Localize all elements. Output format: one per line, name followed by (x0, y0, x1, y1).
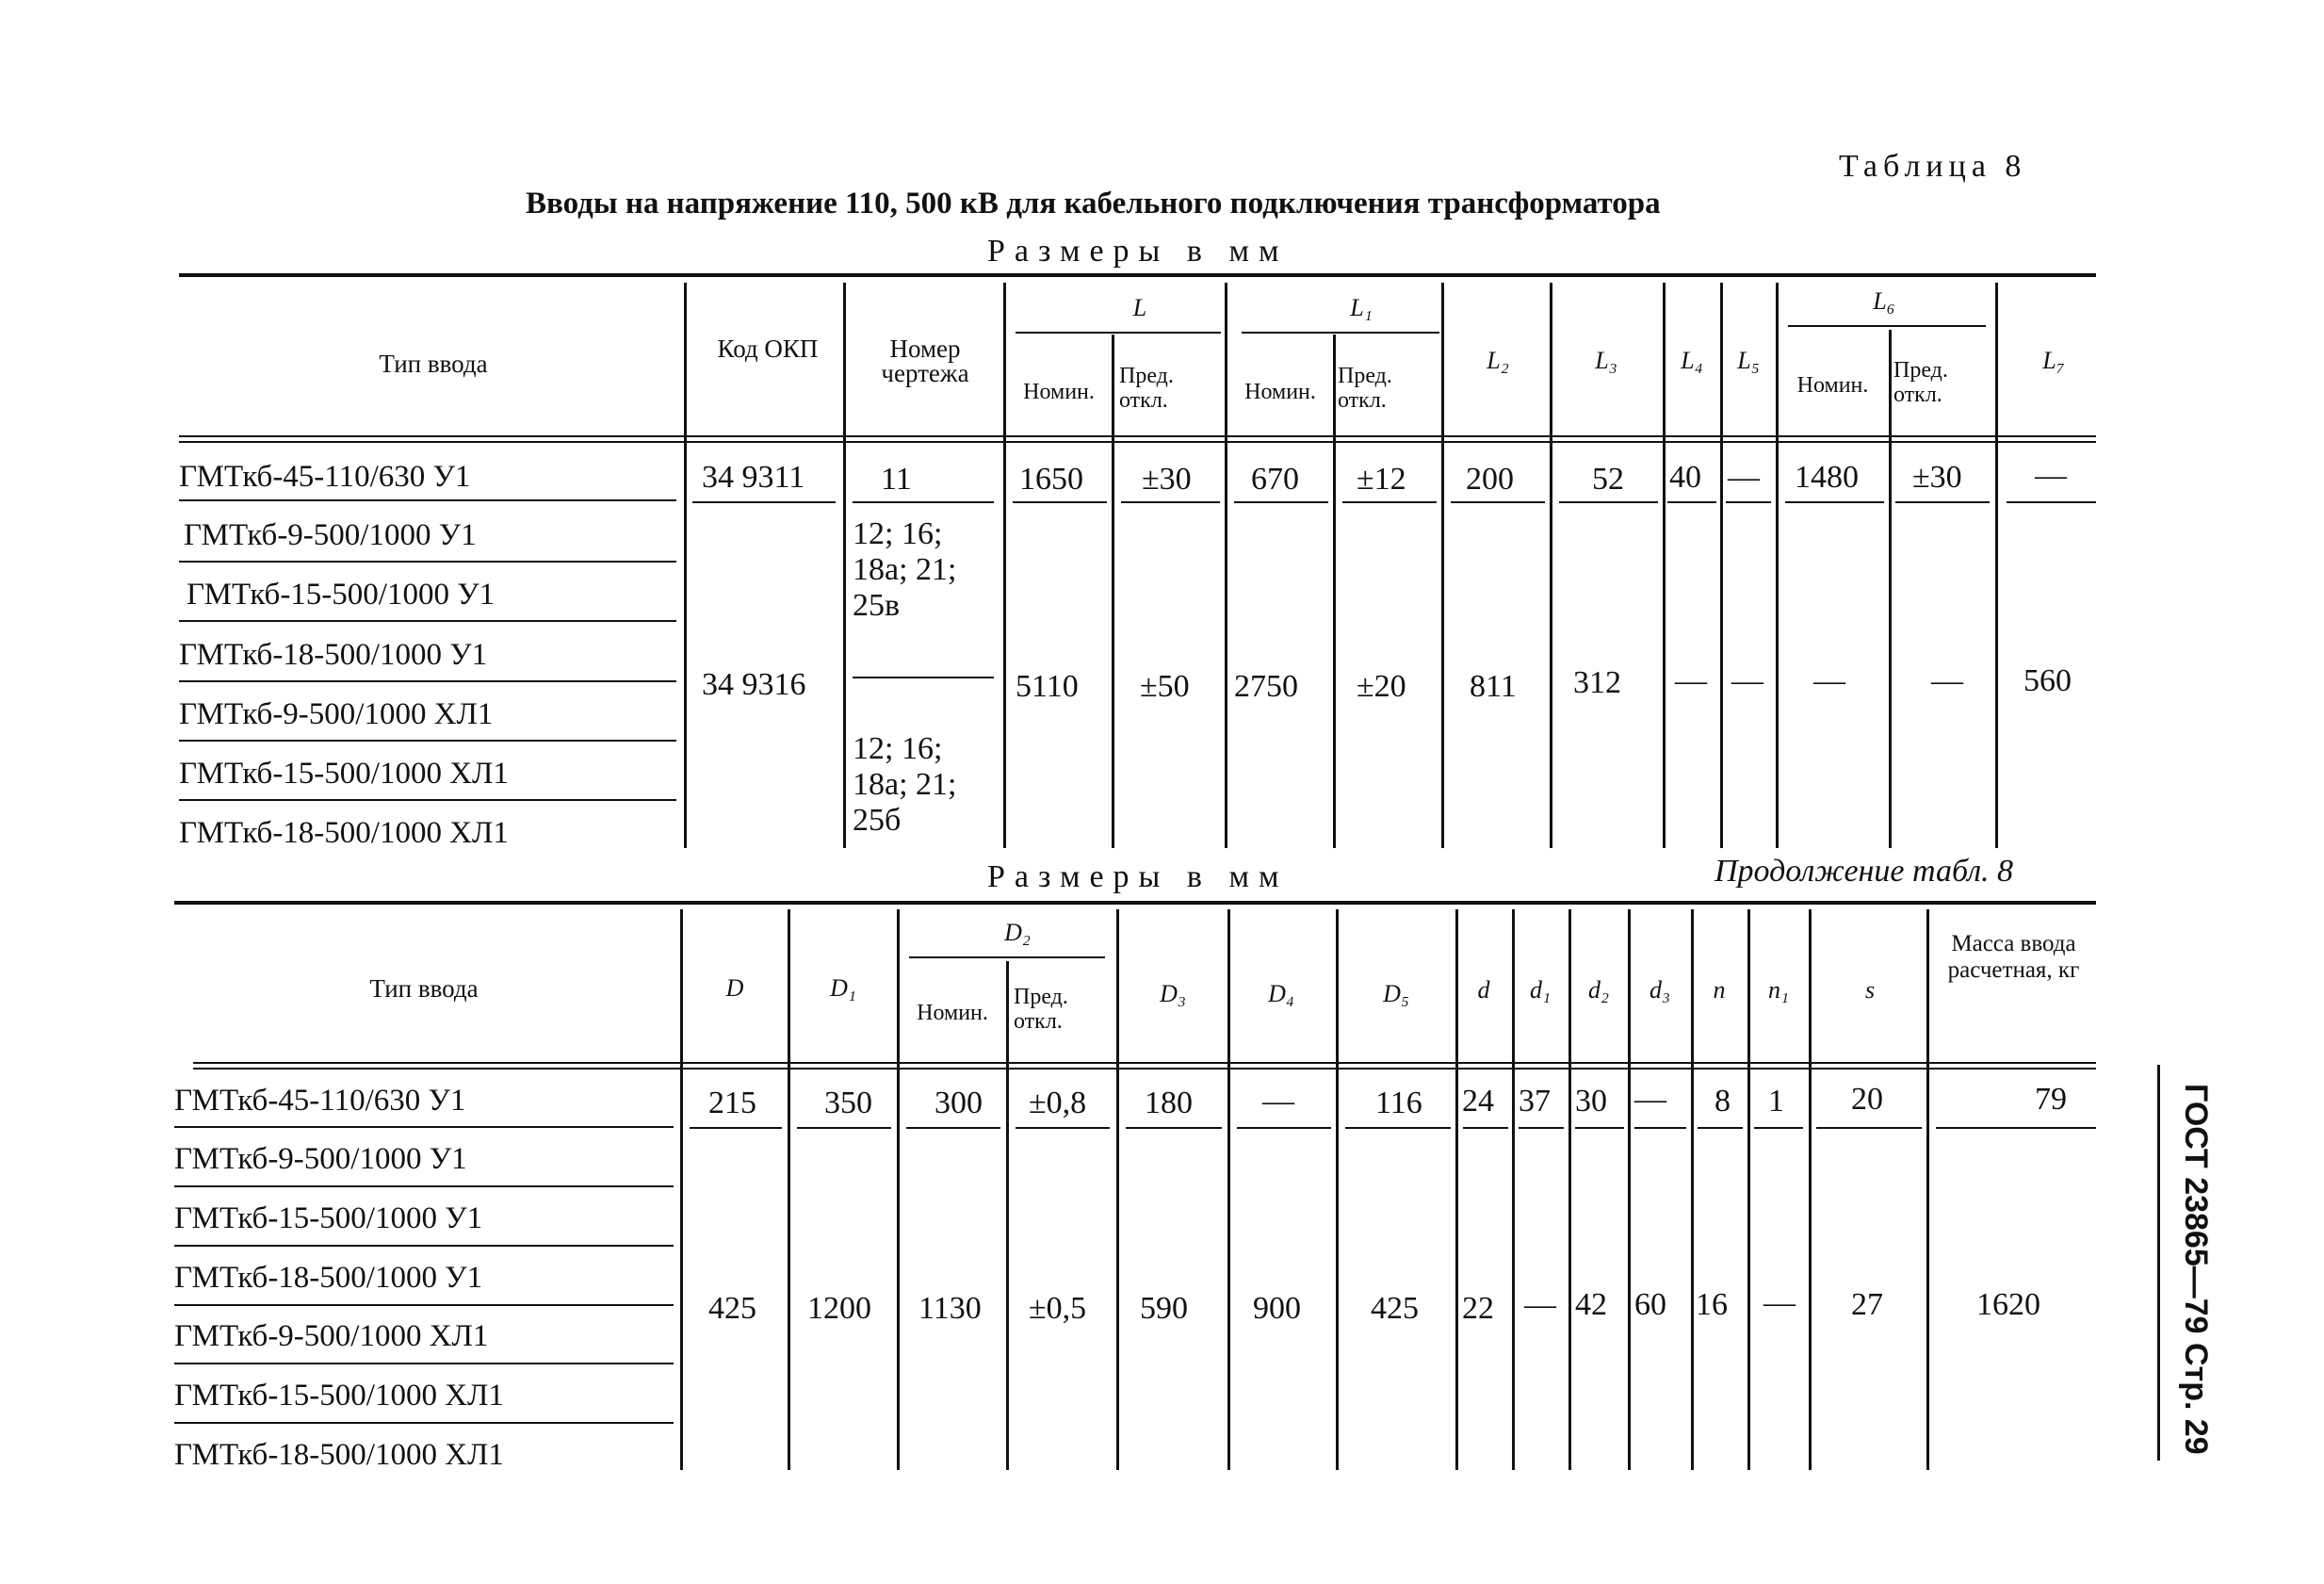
header-L6-nom: Номин. (1796, 373, 1869, 398)
t1-name-row-4: ГМТкб-18-500/1000 У1 (179, 638, 488, 672)
t2-group-D4: 900 (1253, 1291, 1301, 1326)
header-L: L (1132, 294, 1147, 321)
t1-name-row-2: ГМТкб-9-500/1000 У1 (184, 518, 477, 552)
t1-r1-L1-nom: 670 (1251, 462, 1299, 497)
t1-name-row-7: ГМТкб-18-500/1000 ХЛ1 (179, 816, 509, 850)
t2-r1-D5: 116 (1375, 1086, 1422, 1120)
t1-r1-L6-dev: ±30 (1912, 460, 1962, 495)
t2-header-d2: d₂ (1587, 976, 1610, 1004)
header-code-okp: Код ОКП (717, 335, 819, 363)
t1-r1-L7: — (2035, 458, 2067, 493)
t1-r1-L5: — (1728, 460, 1760, 495)
side-running-header: ГОСТ 23865—79 Стр. 29 (2178, 1084, 2214, 1455)
t2-group-mass: 1620 (1976, 1287, 2040, 1322)
header-L2: L₂ (1487, 347, 1509, 374)
header-drawing-number: Номер чертежа (881, 335, 969, 387)
units-label-2: Размеры в мм (987, 859, 1289, 894)
t2-header-D2: D₂ (1004, 919, 1031, 946)
t1-group-L1-dev: ±20 (1357, 669, 1406, 704)
header-L-dev: Пред. откл. (1119, 364, 1174, 413)
t2-group-D3: 590 (1140, 1291, 1188, 1326)
t1-name-row-5: ГМТкб-9-500/1000 ХЛ1 (179, 697, 494, 731)
t2-header-type: Тип ввода (369, 974, 479, 1003)
header-L5: L₅ (1737, 347, 1760, 374)
t2-header-d: d (1477, 976, 1490, 1004)
t2-header-n1: n₁ (1767, 976, 1790, 1004)
t2-header-n: n (1713, 976, 1726, 1004)
t1-group-code: 34 9316 (702, 667, 806, 702)
t2-header-d1: d₁ (1529, 976, 1552, 1004)
t2-name-row-4: ГМТкб-18-500/1000 У1 (174, 1261, 483, 1295)
t1-group-L-nom: 5110 (1016, 669, 1079, 704)
t2-group-d: 22 (1462, 1291, 1494, 1326)
t2-r1-mass: 79 (2035, 1082, 2067, 1117)
header-L-nom: Номин. (1023, 380, 1095, 404)
t2-r1-d: 24 (1462, 1084, 1494, 1119)
t1-group-L7: 560 (2023, 663, 2072, 698)
t2-r1-d1: 37 (1519, 1084, 1551, 1119)
t2-group-d1: — (1524, 1287, 1556, 1322)
t2-group-D1: 1200 (807, 1291, 871, 1326)
t1-group-L6-dev: — (1931, 663, 1963, 698)
t2-name-row-6: ГМТкб-15-500/1000 ХЛ1 (174, 1379, 504, 1413)
table-title: Вводы на напряжение 110, 500 кВ для кабельного подключения трансформатора (526, 187, 1661, 220)
t1-group-L2: 811 (1470, 669, 1517, 704)
t2-header-D3: D₃ (1160, 980, 1186, 1007)
t1-group-L1-nom: 2750 (1234, 669, 1298, 704)
t2-r1-d3: — (1634, 1082, 1666, 1117)
header-L1-nom: Номин. (1244, 380, 1316, 404)
t1-group-L-dev: ±50 (1140, 669, 1190, 704)
t2-name-row-5: ГМТкб-9-500/1000 ХЛ1 (174, 1319, 489, 1353)
t1-group-L6-nom: — (1813, 663, 1845, 698)
t1-r1-L3: 52 (1592, 462, 1624, 497)
t2-group-d2: 42 (1575, 1287, 1607, 1322)
header-L6: L₆ (1873, 287, 1895, 315)
table-label: Таблица 8 (1839, 149, 2027, 184)
t2-group-D5: 425 (1371, 1291, 1419, 1326)
t2-group-n: 16 (1696, 1287, 1728, 1322)
t2-group-d3: 60 (1634, 1287, 1666, 1322)
header-L7: L₇ (2042, 347, 2065, 374)
t2-header-D1: D₁ (830, 974, 856, 1002)
continuation-label: Продолжение табл. 8 (1715, 854, 2014, 889)
t2-header-D4: D₄ (1268, 980, 1294, 1007)
t1-name-row-1: ГМТкб-45-110/630 У1 (179, 460, 471, 494)
t1-group-L4: — (1675, 663, 1707, 698)
t2-r1-n: 8 (1715, 1084, 1731, 1119)
t2-r1-D3: 180 (1145, 1086, 1193, 1120)
t1-name-row-6: ГМТкб-15-500/1000 ХЛ1 (179, 757, 509, 791)
units-label-1: Размеры в мм (987, 234, 1289, 269)
t2-r1-D4: — (1262, 1084, 1294, 1119)
t2-group-D2-dev: ±0,5 (1029, 1291, 1087, 1326)
t2-group-n1: — (1763, 1285, 1796, 1320)
t2-group-s: 27 (1851, 1287, 1883, 1322)
t2-r1-s: 20 (1851, 1082, 1883, 1117)
header-L4: L₄ (1681, 347, 1703, 374)
t2-name-row-3: ГМТкб-15-500/1000 У1 (174, 1201, 483, 1235)
header-L1-dev: Пред. откл. (1338, 364, 1392, 413)
t1-r1-L2: 200 (1466, 462, 1514, 497)
t2-name-row-1: ГМТкб-45-110/630 У1 (174, 1084, 466, 1118)
t2-group-D2-nom: 1130 (918, 1291, 982, 1326)
t1-r1-L6-nom: 1480 (1795, 460, 1859, 495)
t1-r1-L1-dev: ±12 (1357, 462, 1406, 497)
t2-r1-D2-nom: 300 (934, 1086, 983, 1120)
t1-r1-L-nom: 1650 (1019, 462, 1083, 497)
t1-group-L3: 312 (1573, 665, 1621, 700)
t1-r1-drawing: 11 (881, 462, 912, 497)
header-L3: L₃ (1595, 347, 1617, 374)
t2-group-D: 425 (708, 1291, 756, 1326)
t1-group-drawing-b: 12; 16; 18а; 21; 25б (853, 731, 957, 838)
header-L1: L₁ (1350, 294, 1373, 321)
t2-header-s: s (1864, 976, 1876, 1004)
t1-group-drawing-a: 12; 16; 18а; 21; 25в (853, 516, 957, 623)
t2-header-mass: Масса ввода расчетная, кг (1947, 931, 2080, 983)
t1-r1-L-dev: ±30 (1142, 462, 1192, 497)
t2-r1-D2-dev: ±0,8 (1029, 1086, 1087, 1120)
t2-r1-D1: 350 (824, 1086, 872, 1120)
t2-r1-D: 215 (708, 1086, 756, 1120)
t2-header-D: D (725, 974, 744, 1002)
side-rule (2157, 1065, 2160, 1461)
t2-header-D2-dev: Пред. откл. (1014, 985, 1068, 1034)
t1-group-L5: — (1731, 663, 1763, 698)
t2-name-row-7: ГМТкб-18-500/1000 ХЛ1 (174, 1438, 504, 1472)
t1-r1-code: 34 9311 (702, 460, 805, 495)
t2-header-D2-nom: Номин. (917, 1001, 988, 1025)
t2-name-row-2: ГМТкб-9-500/1000 У1 (174, 1142, 467, 1176)
t2-r1-n1: 1 (1768, 1084, 1784, 1119)
t1-name-row-3: ГМТкб-15-500/1000 У1 (187, 578, 496, 612)
t1-r1-L4: 40 (1669, 460, 1701, 495)
t2-header-d3: d₃ (1649, 976, 1671, 1004)
t2-header-D5: D₅ (1383, 980, 1409, 1007)
header-L6-dev: Пред. откл. (1893, 358, 1948, 407)
t2-r1-d2: 30 (1575, 1084, 1607, 1119)
header-type: Тип ввода (379, 350, 488, 378)
